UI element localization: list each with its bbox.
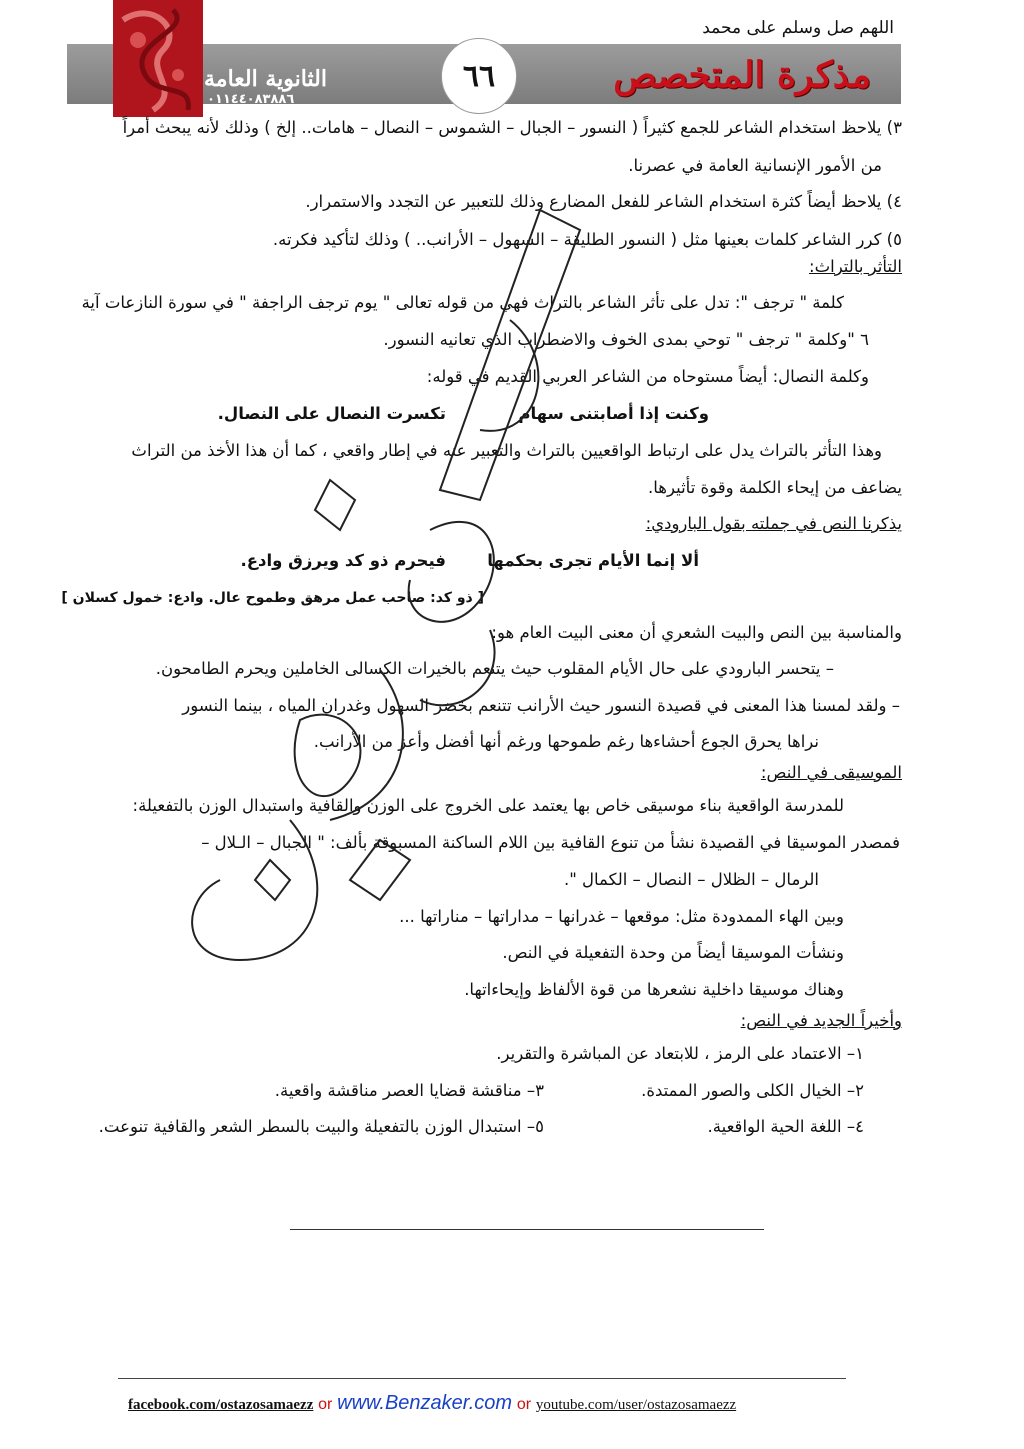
facebook-link[interactable]: facebook.com/ostazosamaezz	[128, 1397, 314, 1413]
list-item: ١– الاعتماد على الرمز ، للابتعاد عن المباشرة والتقرير.	[496, 1044, 864, 1063]
youtube-link[interactable]: youtube.com/user/ostazosamaezz	[535, 1397, 737, 1413]
footer-or: or	[318, 1396, 333, 1413]
section-heading: الموسيقى في النص:	[760, 763, 902, 782]
text-line: من الأمور الإنسانية العامة في عصرنا.	[628, 156, 882, 175]
phone-number: ٠١١٤٤٠٨٣٨٨٦	[207, 92, 295, 107]
text-line: يضاعف من إيحاء الكلمة وقوة تأثيرها.	[648, 478, 902, 497]
footer-divider	[118, 1378, 846, 1379]
brand-title: مذكرة المتخصص	[613, 54, 871, 96]
text-line: كلمة " ترجف ": تدل على تأثر الشاعر بالتراث فهي من قوله تعالى " يوم ترجف الراجفة " في سورة النازعات آية	[81, 293, 844, 312]
text-line: ٥) كرر الشاعر كلمات بعينها مثل ( النسور الطليقة – السهول – الأرانب.. ) وذلك لتأكيد فكرته.	[272, 230, 902, 249]
watermark-signature	[180, 200, 600, 1020]
text-line: والمناسبة بين النص والبيت الشعري أن معنى البيت العام هو:	[491, 623, 902, 642]
section-heading: التأثر بالتراث:	[809, 257, 902, 276]
text-line: للمدرسة الواقعية بناء موسيقى خاص بها يعتمد على الخروج على الوزن والقافية واستبدال الوزن بالتفعيلة:	[132, 796, 844, 815]
footer-or: or	[516, 1396, 532, 1413]
school-label: الثانوية العامة	[204, 66, 327, 92]
footer	[128, 1392, 736, 1415]
text-line: وبين الهاء الممدودة مثل: موقعها – غدرانها – مداراتها – مناراتها ...	[399, 907, 844, 926]
list-item: ٣– مناقشة قضايا العصر مناقشة واقعية.	[274, 1081, 544, 1100]
text-line: وهناك موسيقا داخلية نشعرها من قوة الألفاظ وإيحاءاتها.	[464, 980, 844, 999]
logo-image	[113, 0, 203, 117]
text-line: فمصدر الموسيقا في القصيدة نشأ من تنوع القافية بين اللام الساكنة المسبوقة بألف: " الجبال – الـلال –	[201, 833, 900, 852]
section-heading: وأخيراً الجديد في النص:	[740, 1011, 902, 1030]
verse-part-1: ألا إنما الأيام تجرى بحكمها	[487, 551, 699, 570]
text-line: ونشأت الموسيقا أيضاً من وحدة التفعيلة في النص.	[502, 943, 844, 962]
text-line: نراها يحرق الجوع أحشاءها رغم طموحها ورغم أنها أفضل وأعز من الأرانب.	[313, 732, 819, 751]
list-item: ٥– استبدال الوزن بالتفعيلة والبيت بالسطر الشعر والقافية تنوعت.	[98, 1117, 544, 1136]
section-heading: يذكرنا النص في جملته بقول البارودي:	[645, 514, 902, 533]
text-line: ٦ "وكلمة " ترجف " توحي بمدى الخوف والاضطراب الذي تعانيه النسور.	[383, 330, 869, 349]
verse-part-2: تكسرت النصال على النصال.	[217, 404, 446, 423]
page-number: ٦٦	[462, 58, 496, 94]
list-item: ٢– الخيال الكلى والصور الممتدة.	[641, 1081, 864, 1100]
site-link[interactable]: www.Benzaker.com	[337, 1392, 513, 1414]
list-item: ٤– اللغة الحية الواقعية.	[707, 1117, 864, 1136]
text-line: – ولقد لمسنا هذا المعنى في قصيدة النسور حيث الأرانب تتنعم بخضر السهول وغدران المياه ، بينما النسور	[182, 696, 900, 715]
text-line: الرمال – الظلال – النصال – الكمال ".	[563, 870, 819, 889]
text-line: وكلمة النصال: أيضاً مستوحاه من الشاعر العربي القديم في قوله:	[426, 367, 869, 386]
text-line: وهذا التأثر بالتراث يدل على ارتباط الواقعيين بالتراث والتعبير عنه في إطار واقعي ، كما أن هذا الأخذ من التراث	[131, 441, 882, 460]
header-greeting: اللهم صل وسلم على محمد	[702, 18, 894, 38]
verse-part-1: وكنت إذا أصابتنى سهام	[518, 404, 709, 423]
verse-part-2: فيحرم ذو كد ويرزق وادع.	[240, 551, 446, 570]
text-line: ٤) يلاحظ أيضاً كثرة استخدام الشاعر للفعل المضارع وذلك للتعبير عن التجدد والاستمرار.	[305, 192, 902, 211]
text-line: ٣) يلاحظ استخدام الشاعر للجمع كثيراً ( النسور – الجبال – الشموس – النصال – هامات.. إلخ ) وذلك لأنه يبحث أمراً	[122, 118, 902, 137]
glossary-note: [ ذو كد: صاحب عمل مرهق وطموح عال. وادع: خمول كسلان ]	[61, 590, 484, 606]
divider	[290, 1229, 764, 1230]
text-line: – يتحسر البارودي على حال الأيام المقلوب حيث يتنعم بالخيرات الكسالى الخاملين ويحرم الطامحون.	[155, 659, 834, 678]
page-number-badge	[441, 38, 517, 114]
